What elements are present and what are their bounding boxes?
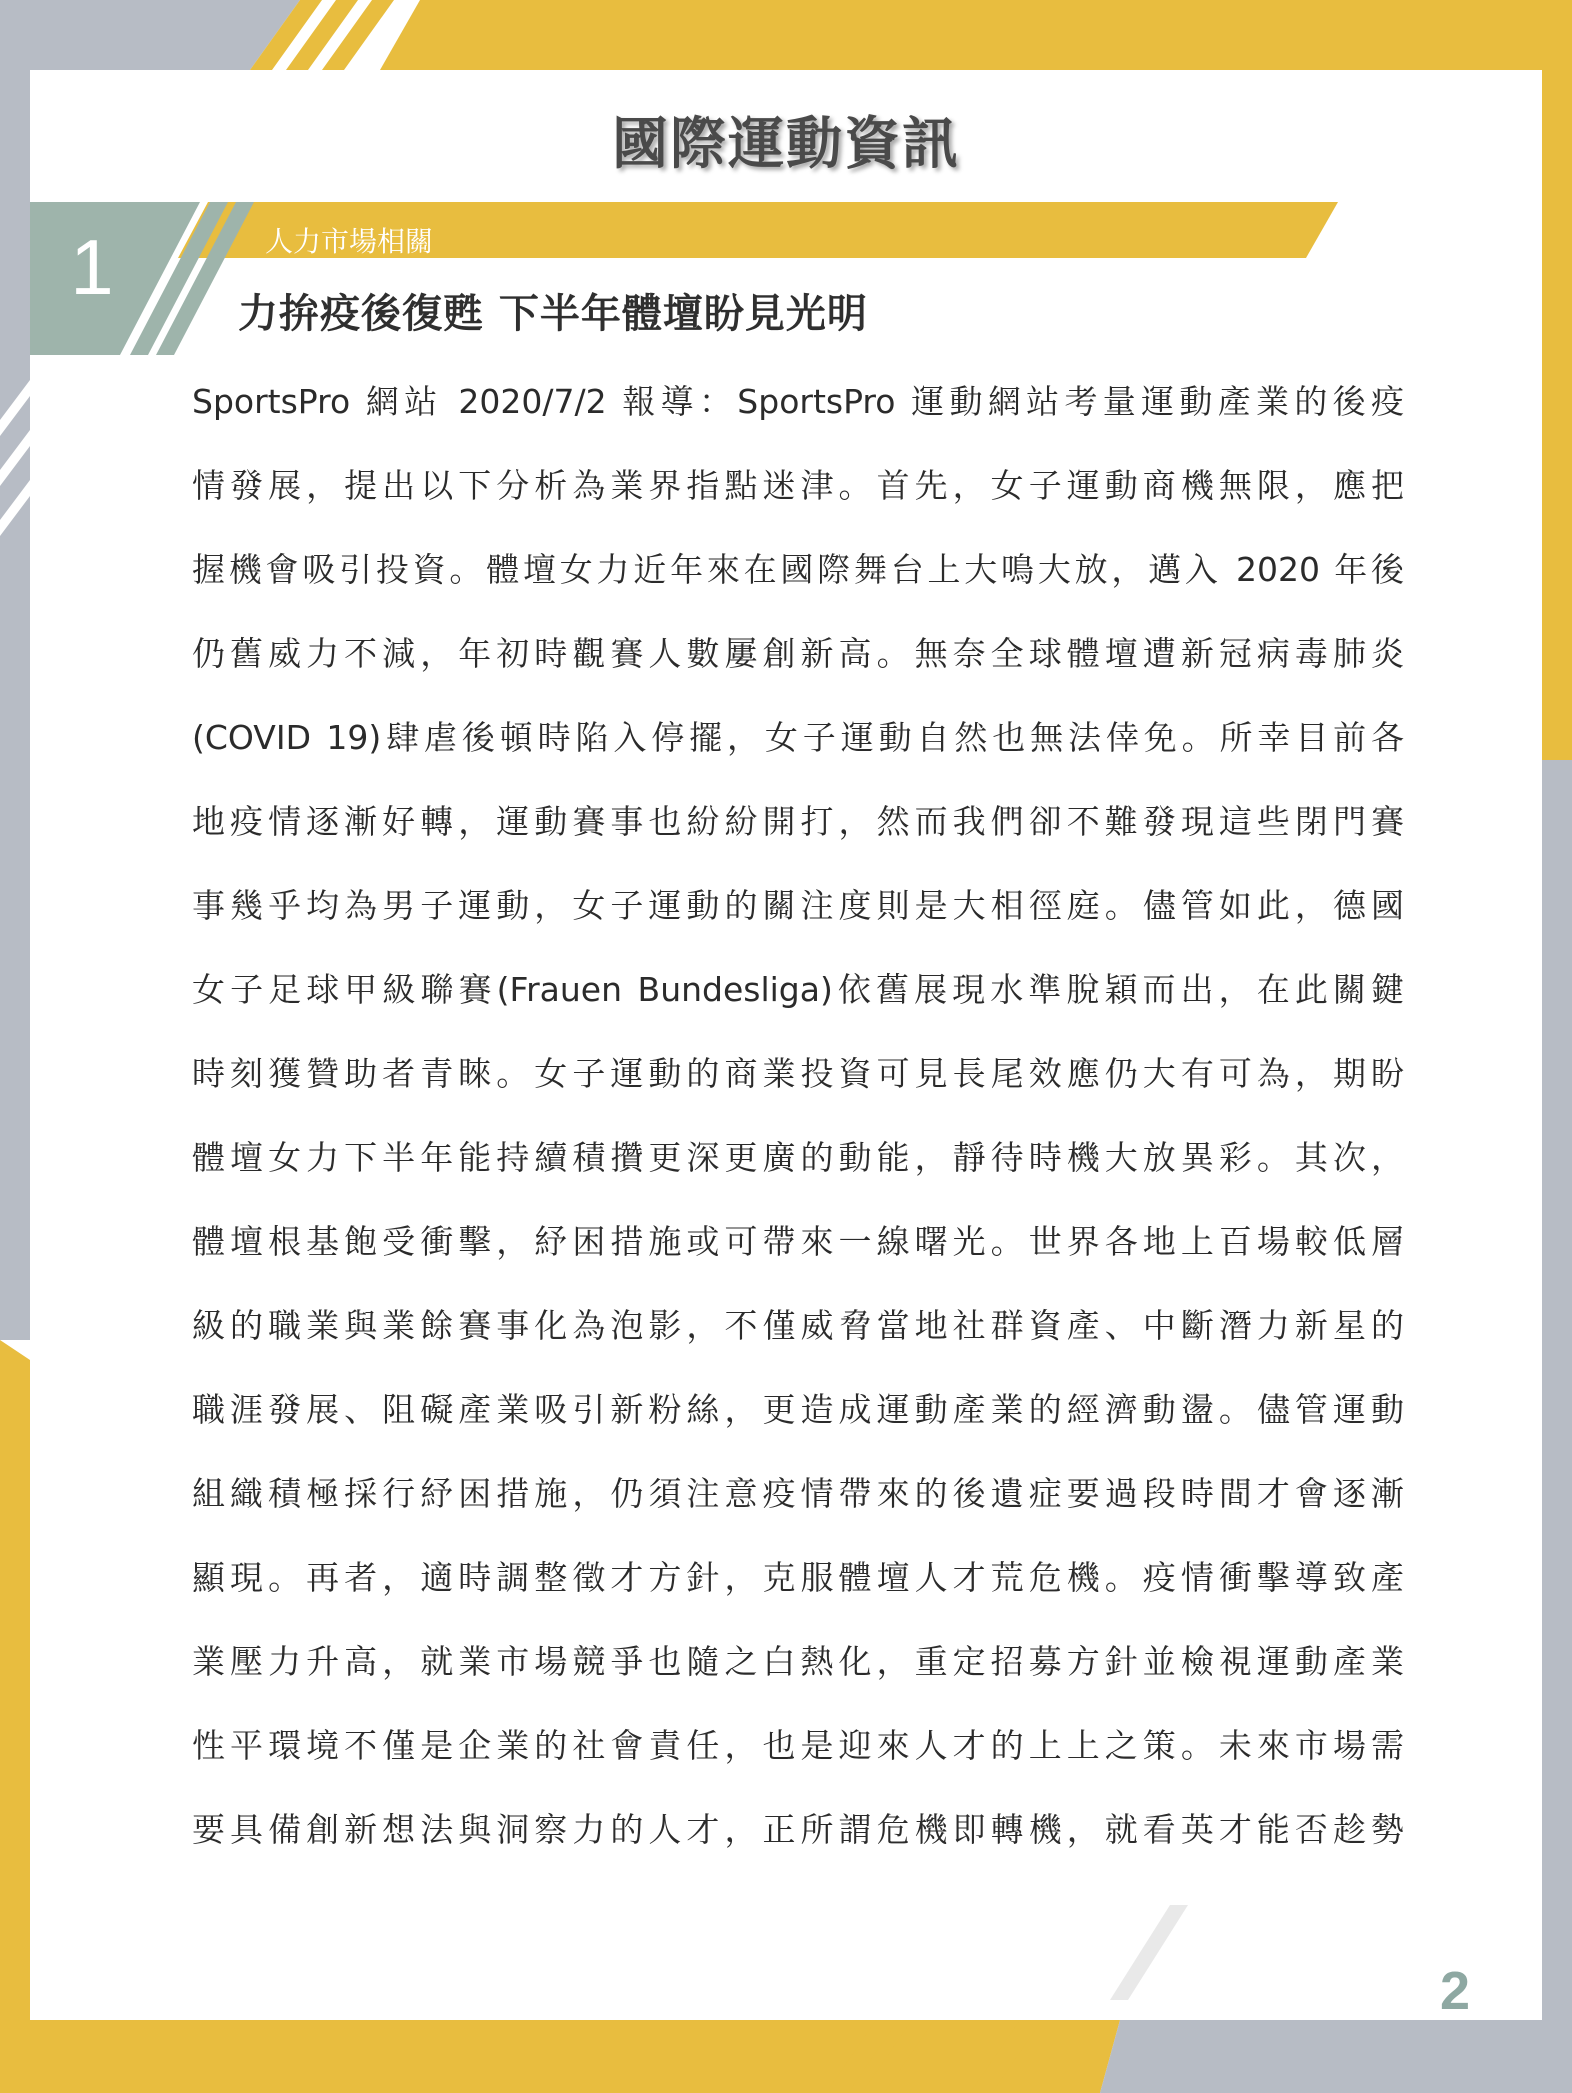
body-line: 地疫情逐漸好轉，運動賽事也紛紛開打，然而我們卻不難發現這些閉門賽 — [192, 802, 1404, 841]
section-number: 1 — [70, 223, 114, 311]
body-line: 顯現。再者，適時調整徵才方針，克服體壇人才荒危機。疫情衝擊導致產 — [192, 1558, 1404, 1597]
body-line: 性平環境不僅是企業的社會責任，也是迎來人才的上上之策。未來市場需 — [192, 1726, 1404, 1765]
body-line: 女子足球甲級聯賽(Frauen Bundesliga)依舊展現水準脫穎而出，在此關鍵 — [192, 970, 1404, 1009]
body-line: 級的職業與業餘賽事化為泡影，不僅威脅當地社群資產、中斷潛力新星的 — [192, 1306, 1404, 1345]
section-label: 人力市場相關 — [265, 225, 434, 258]
body-line: 握機會吸引投資。體壇女力近年來在國際舞台上大鳴大放，邁入 2020 年後 — [192, 550, 1404, 589]
page-title: 國際運動資訊 — [612, 112, 960, 177]
body-line: 情發展，提出以下分析為業界指點迷津。首先，女子運動商機無限，應把 — [192, 466, 1404, 505]
body-line: 要具備創新想法與洞察力的人才，正所謂危機即轉機，就看英才能否趁勢 — [192, 1810, 1404, 1849]
body-line: 業壓力升高，就業市場競爭也隨之白熱化，重定招募方針並檢視運動產業 — [192, 1642, 1404, 1681]
body-line: (COVID 19)肆虐後頓時陷入停擺，女子運動自然也無法倖免。所幸目前各 — [192, 718, 1404, 757]
article-title: 力拚疫後復甦 下半年體壇盼見光明 — [238, 291, 868, 337]
body-line: SportsPro 網站 2020/7/2 報導：SportsPro 運動網站考量運動產業的後疫 — [192, 382, 1404, 421]
body-line: 體壇根基飽受衝擊，紓困措施或可帶來一線曙光。世界各地上百場較低層 — [192, 1222, 1404, 1261]
body-line: 仍舊威力不減，年初時觀賽人數屢創新高。無奈全球體壇遭新冠病毒肺炎 — [192, 634, 1404, 673]
corner-accent-stripe — [1110, 1905, 1188, 2000]
body-line: 組織積極採行紓困措施，仍須注意疫情帶來的後遺症要過段時間才會逐漸 — [192, 1474, 1404, 1513]
body-line: 職涯發展、阻礙產業吸引新粉絲，更造成運動產業的經濟動盪。儘管運動 — [192, 1390, 1404, 1429]
body-line: 事幾乎均為男子運動，女子運動的關注度則是大相徑庭。儘管如此，德國 — [192, 886, 1404, 925]
body-line: 時刻獲贊助者青睞。女子運動的商業投資可見長尾效應仍大有可為，期盼 — [192, 1054, 1404, 1093]
page-number: 2 — [1440, 1961, 1471, 2021]
article-body — [192, 360, 1404, 1872]
body-line: 體壇女力下半年能持續積攢更深更廣的動能，靜待時機大放異彩。其次， — [192, 1138, 1404, 1177]
